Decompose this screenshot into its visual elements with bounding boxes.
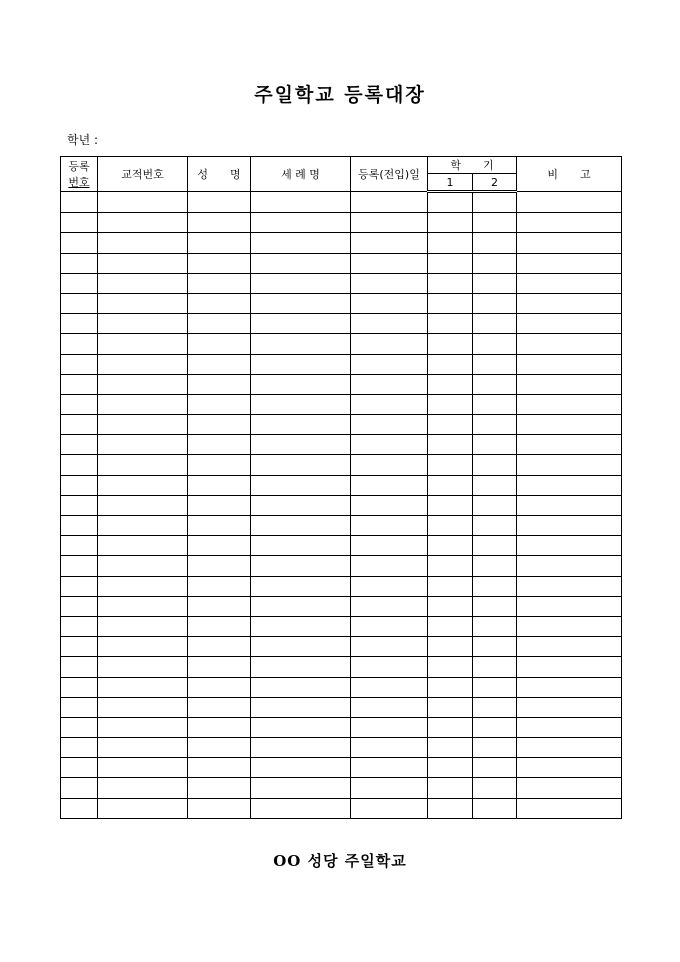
table-cell[interactable] <box>251 536 351 556</box>
table-cell[interactable] <box>61 253 98 273</box>
table-cell[interactable] <box>251 778 351 798</box>
table-cell[interactable] <box>428 415 473 435</box>
table-cell[interactable] <box>251 415 351 435</box>
table-row <box>61 455 622 475</box>
table-row <box>61 616 622 636</box>
table-cell[interactable] <box>61 213 98 233</box>
table-cell[interactable] <box>251 192 351 213</box>
table-cell[interactable] <box>351 475 428 495</box>
table-cell[interactable] <box>351 576 428 596</box>
table-cell[interactable] <box>517 273 622 293</box>
table-cell[interactable] <box>473 717 517 737</box>
table-cell[interactable] <box>98 758 188 778</box>
table-cell[interactable] <box>98 273 188 293</box>
table-cell[interactable] <box>98 616 188 636</box>
table-cell[interactable] <box>61 576 98 596</box>
table-cell[interactable] <box>428 192 473 213</box>
table-cell[interactable] <box>188 556 251 576</box>
table-cell[interactable] <box>251 596 351 616</box>
table-cell[interactable] <box>98 374 188 394</box>
table-cell[interactable] <box>61 475 98 495</box>
table-cell[interactable] <box>251 495 351 515</box>
table-row <box>61 556 622 576</box>
table-cell[interactable] <box>188 455 251 475</box>
table-cell[interactable] <box>517 334 622 354</box>
table-cell[interactable] <box>351 394 428 414</box>
table-cell[interactable] <box>473 374 517 394</box>
table-row <box>61 415 622 435</box>
table-cell[interactable] <box>473 354 517 374</box>
table-cell[interactable] <box>351 778 428 798</box>
grade-label: 학년 : <box>67 133 99 147</box>
table-cell[interactable] <box>188 576 251 596</box>
table-cell[interactable] <box>351 556 428 576</box>
table-cell[interactable] <box>517 455 622 475</box>
table-cell[interactable] <box>188 758 251 778</box>
table-cell[interactable] <box>188 293 251 313</box>
table-cell[interactable] <box>428 455 473 475</box>
table-row <box>61 394 622 414</box>
header-reg-no-line1: 등록 <box>68 160 90 173</box>
table-row <box>61 798 622 818</box>
table-cell[interactable] <box>188 717 251 737</box>
table-cell[interactable] <box>517 415 622 435</box>
table-cell[interactable] <box>351 657 428 677</box>
header-baptismal-name: 세 례 명 <box>251 157 351 192</box>
table-cell[interactable] <box>517 314 622 334</box>
table-row <box>61 293 622 313</box>
table-cell[interactable] <box>473 455 517 475</box>
table-cell[interactable] <box>428 516 473 536</box>
table-cell[interactable] <box>351 253 428 273</box>
table-row <box>61 435 622 455</box>
table-cell[interactable] <box>517 717 622 737</box>
table-cell[interactable] <box>98 293 188 313</box>
table-cell[interactable] <box>98 415 188 435</box>
table-cell[interactable] <box>61 314 98 334</box>
table-cell[interactable] <box>61 455 98 475</box>
table-cell[interactable] <box>473 778 517 798</box>
table-row <box>61 536 622 556</box>
table-cell[interactable] <box>473 334 517 354</box>
table-cell[interactable] <box>61 192 98 213</box>
table-cell[interactable] <box>188 616 251 636</box>
table-cell[interactable] <box>188 697 251 717</box>
footer-organization: OO 성당 주일학교 <box>273 852 407 870</box>
table-cell[interactable] <box>428 616 473 636</box>
table-cell[interactable] <box>188 475 251 495</box>
table-cell[interactable] <box>251 738 351 758</box>
table-cell[interactable] <box>98 475 188 495</box>
table-cell[interactable] <box>517 657 622 677</box>
table-cell[interactable] <box>98 798 188 818</box>
table-row <box>61 475 622 495</box>
table-cell[interactable] <box>251 475 351 495</box>
table-cell[interactable] <box>188 657 251 677</box>
table-cell[interactable] <box>473 475 517 495</box>
table-cell[interactable] <box>428 758 473 778</box>
table-row <box>61 738 622 758</box>
table-cell[interactable] <box>98 455 188 475</box>
table-cell[interactable] <box>61 374 98 394</box>
table-cell[interactable] <box>98 354 188 374</box>
table-cell[interactable] <box>61 293 98 313</box>
table-cell[interactable] <box>188 354 251 374</box>
header-reg-no-line2: 번호 <box>68 176 90 189</box>
registration-table <box>60 156 622 819</box>
table-cell[interactable] <box>517 394 622 414</box>
table-cell[interactable] <box>428 495 473 515</box>
table-cell[interactable] <box>473 596 517 616</box>
table-cell[interactable] <box>98 334 188 354</box>
table-cell[interactable] <box>428 798 473 818</box>
table-cell[interactable] <box>351 354 428 374</box>
table-cell[interactable] <box>428 738 473 758</box>
table-cell[interactable] <box>251 455 351 475</box>
table-cell[interactable] <box>351 455 428 475</box>
table-cell[interactable] <box>251 273 351 293</box>
table-cell[interactable] <box>428 596 473 616</box>
table-cell[interactable] <box>98 778 188 798</box>
table-cell[interactable] <box>98 556 188 576</box>
table-cell[interactable] <box>98 738 188 758</box>
table-cell[interactable] <box>473 192 517 213</box>
table-cell[interactable] <box>517 354 622 374</box>
table-cell[interactable] <box>61 657 98 677</box>
table-cell[interactable] <box>473 576 517 596</box>
table-cell[interactable] <box>251 394 351 414</box>
table-cell[interactable] <box>61 697 98 717</box>
table-row <box>61 778 622 798</box>
table-cell[interactable] <box>351 192 428 213</box>
table-cell[interactable] <box>188 738 251 758</box>
table-cell[interactable] <box>61 334 98 354</box>
table-cell[interactable] <box>428 394 473 414</box>
table-cell[interactable] <box>251 233 351 253</box>
table-cell[interactable] <box>61 495 98 515</box>
table-cell[interactable] <box>517 253 622 273</box>
table-cell[interactable] <box>61 758 98 778</box>
header-semester: 학 기 <box>428 157 517 174</box>
table-cell[interactable] <box>428 475 473 495</box>
table-cell[interactable] <box>188 536 251 556</box>
page-title: 주일학교 등록대장 <box>254 84 426 106</box>
table-cell[interactable] <box>473 616 517 636</box>
table-cell[interactable] <box>188 213 251 233</box>
table-cell[interactable] <box>98 192 188 213</box>
table-row <box>61 374 622 394</box>
table-cell[interactable] <box>98 253 188 273</box>
table-cell[interactable] <box>98 213 188 233</box>
table-cell[interactable] <box>98 717 188 737</box>
table-cell[interactable] <box>428 697 473 717</box>
table-cell[interactable] <box>188 334 251 354</box>
table-row <box>61 697 622 717</box>
table-cell[interactable] <box>251 354 351 374</box>
table-cell[interactable] <box>428 293 473 313</box>
table-cell[interactable] <box>61 354 98 374</box>
table-cell[interactable] <box>188 637 251 657</box>
table-cell[interactable] <box>473 798 517 818</box>
table-cell[interactable] <box>98 516 188 536</box>
header-semester-1: 1 <box>428 174 473 192</box>
table-cell[interactable] <box>61 233 98 253</box>
table-cell[interactable] <box>188 778 251 798</box>
table-cell[interactable] <box>188 798 251 818</box>
table-cell[interactable] <box>188 192 251 213</box>
table-cell[interactable] <box>351 798 428 818</box>
table-cell[interactable] <box>517 556 622 576</box>
table-cell[interactable] <box>473 415 517 435</box>
table-cell[interactable] <box>517 616 622 636</box>
table-cell[interactable] <box>428 314 473 334</box>
table-cell[interactable] <box>188 394 251 414</box>
table-cell[interactable] <box>473 233 517 253</box>
table-cell[interactable] <box>61 738 98 758</box>
table-cell[interactable] <box>351 697 428 717</box>
table-cell[interactable] <box>98 394 188 414</box>
table-cell[interactable] <box>251 435 351 455</box>
table-cell[interactable] <box>351 293 428 313</box>
table-cell[interactable] <box>428 213 473 233</box>
table-cell[interactable] <box>61 778 98 798</box>
table-cell[interactable] <box>251 616 351 636</box>
table-cell[interactable] <box>188 516 251 536</box>
table-cell[interactable] <box>473 637 517 657</box>
header-remarks: 비 고 <box>517 157 622 192</box>
table-cell[interactable] <box>351 374 428 394</box>
table-cell[interactable] <box>428 657 473 677</box>
table-cell[interactable] <box>351 314 428 334</box>
table-cell[interactable] <box>473 677 517 697</box>
table-cell[interactable] <box>351 758 428 778</box>
table-cell[interactable] <box>517 374 622 394</box>
table-cell[interactable] <box>351 495 428 515</box>
table-cell[interactable] <box>428 253 473 273</box>
table-cell[interactable] <box>473 394 517 414</box>
table-cell[interactable] <box>517 233 622 253</box>
table-row <box>61 253 622 273</box>
table-cell[interactable] <box>517 536 622 556</box>
table-row <box>61 233 622 253</box>
table-cell[interactable] <box>517 798 622 818</box>
table-cell[interactable] <box>351 677 428 697</box>
table-cell[interactable] <box>517 213 622 233</box>
table-cell[interactable] <box>351 717 428 737</box>
table-cell[interactable] <box>61 394 98 414</box>
table-cell[interactable] <box>61 717 98 737</box>
table-cell[interactable] <box>61 616 98 636</box>
table-cell[interactable] <box>188 677 251 697</box>
table-cell[interactable] <box>251 798 351 818</box>
table-cell[interactable] <box>351 435 428 455</box>
table-row <box>61 516 622 536</box>
table-cell[interactable] <box>98 576 188 596</box>
table-cell[interactable] <box>428 334 473 354</box>
table-cell[interactable] <box>517 495 622 515</box>
table-cell[interactable] <box>428 354 473 374</box>
table-cell[interactable] <box>188 596 251 616</box>
table-cell[interactable] <box>251 374 351 394</box>
table-cell[interactable] <box>428 576 473 596</box>
table-row <box>61 314 622 334</box>
table-cell[interactable] <box>351 738 428 758</box>
table-cell[interactable] <box>351 536 428 556</box>
table-cell[interactable] <box>98 637 188 657</box>
table-cell[interactable] <box>428 233 473 253</box>
table-cell[interactable] <box>428 778 473 798</box>
table-cell[interactable] <box>428 273 473 293</box>
header-name: 성 명 <box>188 157 251 192</box>
table-cell[interactable] <box>517 293 622 313</box>
table-cell[interactable] <box>473 657 517 677</box>
header-reg-date: 등록(전입)일 <box>351 157 428 192</box>
table-cell[interactable] <box>517 516 622 536</box>
table-cell[interactable] <box>428 536 473 556</box>
table-cell[interactable] <box>188 273 251 293</box>
table-cell[interactable] <box>98 657 188 677</box>
table-cell[interactable] <box>61 415 98 435</box>
table-cell[interactable] <box>517 435 622 455</box>
table-row <box>61 334 622 354</box>
table-cell[interactable] <box>473 253 517 273</box>
table-row <box>61 192 622 213</box>
table-row <box>61 354 622 374</box>
table-cell[interactable] <box>251 516 351 536</box>
table-cell[interactable] <box>251 314 351 334</box>
table-cell[interactable] <box>188 253 251 273</box>
table-row <box>61 495 622 515</box>
table-cell[interactable] <box>98 536 188 556</box>
table-cell[interactable] <box>517 596 622 616</box>
table-cell[interactable] <box>61 596 98 616</box>
table-cell[interactable] <box>428 717 473 737</box>
table-cell[interactable] <box>61 556 98 576</box>
table-cell[interactable] <box>98 677 188 697</box>
table-row <box>61 637 622 657</box>
table-row <box>61 657 622 677</box>
table-cell[interactable] <box>98 596 188 616</box>
table-cell[interactable] <box>188 435 251 455</box>
table-cell[interactable] <box>428 677 473 697</box>
table-cell[interactable] <box>473 738 517 758</box>
table-cell[interactable] <box>473 536 517 556</box>
table-row <box>61 717 622 737</box>
table-cell[interactable] <box>188 495 251 515</box>
table-cell[interactable] <box>517 758 622 778</box>
table-cell[interactable] <box>251 576 351 596</box>
table-cell[interactable] <box>351 213 428 233</box>
table-cell[interactable] <box>517 778 622 798</box>
table-cell[interactable] <box>251 556 351 576</box>
table-cell[interactable] <box>251 677 351 697</box>
header-reg-no <box>61 157 98 192</box>
table-cell[interactable] <box>61 637 98 657</box>
table-cell[interactable] <box>517 677 622 697</box>
table-row <box>61 758 622 778</box>
table-cell[interactable] <box>98 495 188 515</box>
table-row <box>61 273 622 293</box>
table-cell[interactable] <box>98 314 188 334</box>
table-cell[interactable] <box>473 516 517 536</box>
table-cell[interactable] <box>351 516 428 536</box>
table-cell[interactable] <box>61 435 98 455</box>
table-row <box>61 213 622 233</box>
header-semester-2: 2 <box>473 174 517 192</box>
table-cell[interactable] <box>251 334 351 354</box>
table-row <box>61 677 622 697</box>
table-cell[interactable] <box>188 415 251 435</box>
table-cell[interactable] <box>188 233 251 253</box>
table-cell[interactable] <box>98 697 188 717</box>
table-cell[interactable] <box>61 536 98 556</box>
table-cell[interactable] <box>61 273 98 293</box>
table-cell[interactable] <box>188 374 251 394</box>
table-cell[interactable] <box>517 475 622 495</box>
table-cell[interactable] <box>428 435 473 455</box>
table-cell[interactable] <box>351 596 428 616</box>
table-cell[interactable] <box>351 415 428 435</box>
table-cell[interactable] <box>351 233 428 253</box>
table-cell[interactable] <box>251 213 351 233</box>
table-cell[interactable] <box>473 435 517 455</box>
table-cell[interactable] <box>473 758 517 778</box>
table-cell[interactable] <box>351 616 428 636</box>
table-cell[interactable] <box>251 657 351 677</box>
table-cell[interactable] <box>473 213 517 233</box>
table-cell[interactable] <box>351 637 428 657</box>
table-row <box>61 596 622 616</box>
table-cell[interactable] <box>251 293 351 313</box>
table-cell[interactable] <box>473 495 517 515</box>
table-cell[interactable] <box>473 556 517 576</box>
table-cell[interactable] <box>98 435 188 455</box>
table-cell[interactable] <box>517 637 622 657</box>
table-cell[interactable] <box>98 233 188 253</box>
table-cell[interactable] <box>251 253 351 273</box>
table-cell[interactable] <box>61 798 98 818</box>
table-cell[interactable] <box>61 677 98 697</box>
table-cell[interactable] <box>517 697 622 717</box>
table-row <box>61 576 622 596</box>
table-cell[interactable] <box>251 717 351 737</box>
table-cell[interactable] <box>473 273 517 293</box>
table-cell[interactable] <box>473 293 517 313</box>
table-cell[interactable] <box>517 738 622 758</box>
table-cell[interactable] <box>251 697 351 717</box>
table-cell[interactable] <box>473 314 517 334</box>
table-cell[interactable] <box>251 637 351 657</box>
table-cell[interactable] <box>351 273 428 293</box>
table-cell[interactable] <box>517 192 622 213</box>
table-cell[interactable] <box>188 314 251 334</box>
table-cell[interactable] <box>251 758 351 778</box>
table-cell[interactable] <box>428 374 473 394</box>
table-cell[interactable] <box>351 334 428 354</box>
table-cell[interactable] <box>61 516 98 536</box>
table-cell[interactable] <box>517 576 622 596</box>
table-cell[interactable] <box>428 556 473 576</box>
table-cell[interactable] <box>473 697 517 717</box>
table-cell[interactable] <box>428 637 473 657</box>
header-school-id: 교적번호 <box>98 157 188 192</box>
